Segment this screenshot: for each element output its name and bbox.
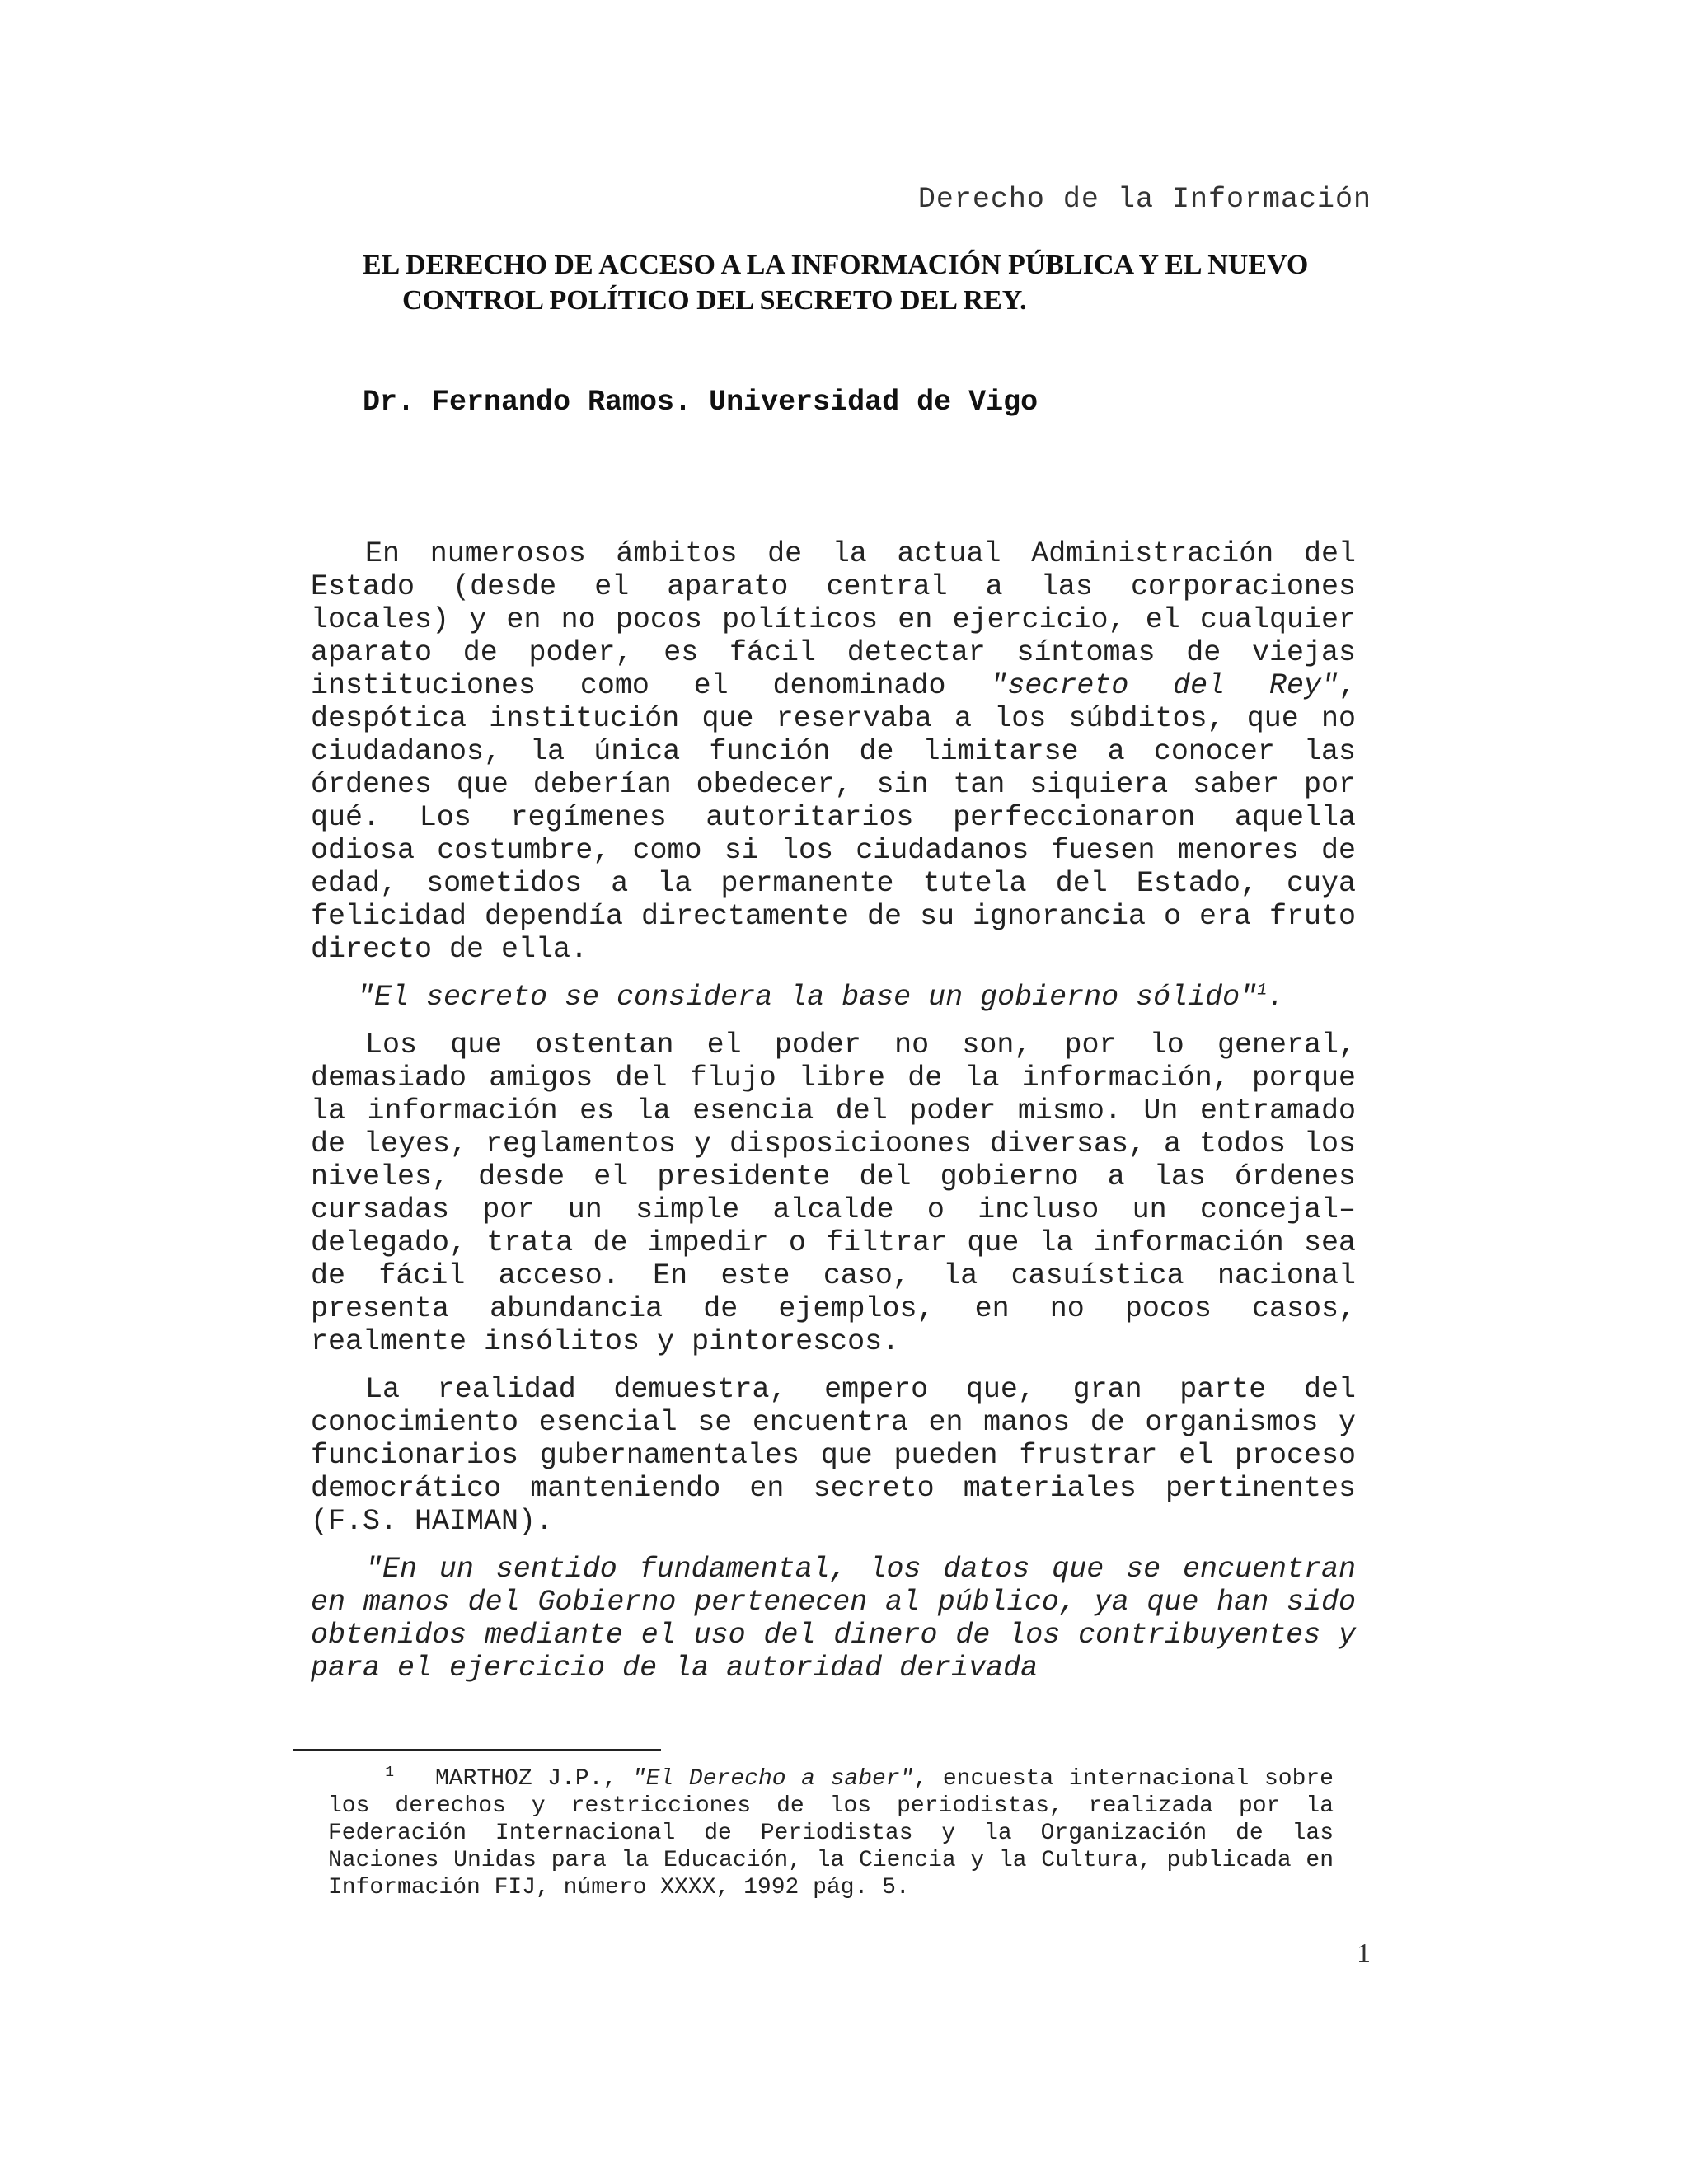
article-title-line-1: EL DERECHO DE ACCESO A LA INFORMACIÓN PÚBLICA Y EL NUEVO xyxy=(363,250,1309,280)
paragraph-1-italic: "secreto del Rey" xyxy=(990,669,1339,702)
paragraph-2: Los que ostentan el poder no son, por lo general, demasiado amigos del flujo libre de la información, porque la información es la esencia del poder mismo. Un entramado de leyes, reglamentos y disposicioones diversas, a todos los niveles, desde el presidente del gobierno a las órdenes cursadas por un simple alcalde o incluso un concejal–delegado, trata de impedir o filtrar que la información sea de fácil acceso. En este caso, la casuística nacional presenta abundancia de ejemplos, en no pocos casos, realmente insólitos y pintorescos. xyxy=(311,1029,1356,1358)
paragraph-1 xyxy=(311,537,1356,966)
footnote-italic: "El Derecho a saber" xyxy=(631,1766,914,1792)
article-title xyxy=(363,247,1360,318)
paragraph-3: La realidad demuestra, empero que, gran parte del conocimiento esencial se encuentra en manos de organismos y funcionarios gubernamentales que pueden frustrar el proceso democrático manteniendo en secreto materiales pertinentes (F.S. HAIMAN). xyxy=(311,1373,1356,1538)
footnote-ref-1[interactable]: 1 xyxy=(1257,981,1268,1001)
footnote-1: 1 MARTHOZ J.P., "El Derecho a saber", encuesta internacional sobre los derechos y restricciones de los periodistas, realizada por la Federación Internacional de Periodistas y la Organización de las Naciones Unidas para la Educación, la Ciencia y la Cultura, publicada en Información FIJ, número XXXX, 1992 pág. 5. xyxy=(328,1764,1334,1900)
footnote-separator xyxy=(293,1749,661,1751)
footnote-text-b: , encuesta internacional sobre los derechos y restricciones de los periodistas, realizada por la Federación Internacional de Periodistas y la Organización de las Naciones Unidas para la Educación, la Ciencia y la Cultura, publicada en Información FIJ, número XXXX, 1992 pág. 5. xyxy=(328,1766,1334,1900)
paragraph-1-text-a: En numerosos ámbitos de la actual Administración del Estado (desde el aparato central a las corporaciones locales) y en no pocos políticos en ejercicio, el cualquier aparato de poder, es fácil detectar síntomas de viejas instituciones como el denominado xyxy=(311,537,1356,702)
running-header: Derecho de la Información xyxy=(917,183,1372,216)
quote-2: "En un sentido fundamental, los datos que se encuentran en manos del Gobierno pertenecen al público, ya que han sido obtenidos mediante el uso del dinero de los contribuyentes y para el ejercicio de la autoridad derivada xyxy=(311,1553,1356,1685)
page-number: 1 xyxy=(1357,1938,1371,1969)
footnote-text-a: MARTHOZ J.P., xyxy=(435,1766,632,1792)
paragraph-1-text-b: , despótica institución que reservaba a los súbditos, que no ciudadanos, la única función de limitarse a conocer las órdenes que deberían obedecer, sin tan siquiera saber por qué. Los regímenes autoritarios perfeccionaron aquella odiosa costumbre, como si los ciudadanos fuesen menores de edad, sometidos a la permanente tutela del Estado, cuya felicidad dependía directamente de su ignorancia o era fruto directo de ella. xyxy=(311,669,1356,966)
article-title-line-2: CONTROL POLÍTICO DEL SECRETO DEL REY. xyxy=(402,285,1027,316)
article-author: Dr. Fernando Ramos. Universidad de Vigo xyxy=(363,386,1039,419)
quote-1 xyxy=(311,981,1356,1014)
article-body xyxy=(311,537,1356,1699)
quote-1-text: "El secreto se considera la base un gobierno sólido" xyxy=(357,981,1258,1014)
quote-1-end: . xyxy=(1267,981,1285,1014)
